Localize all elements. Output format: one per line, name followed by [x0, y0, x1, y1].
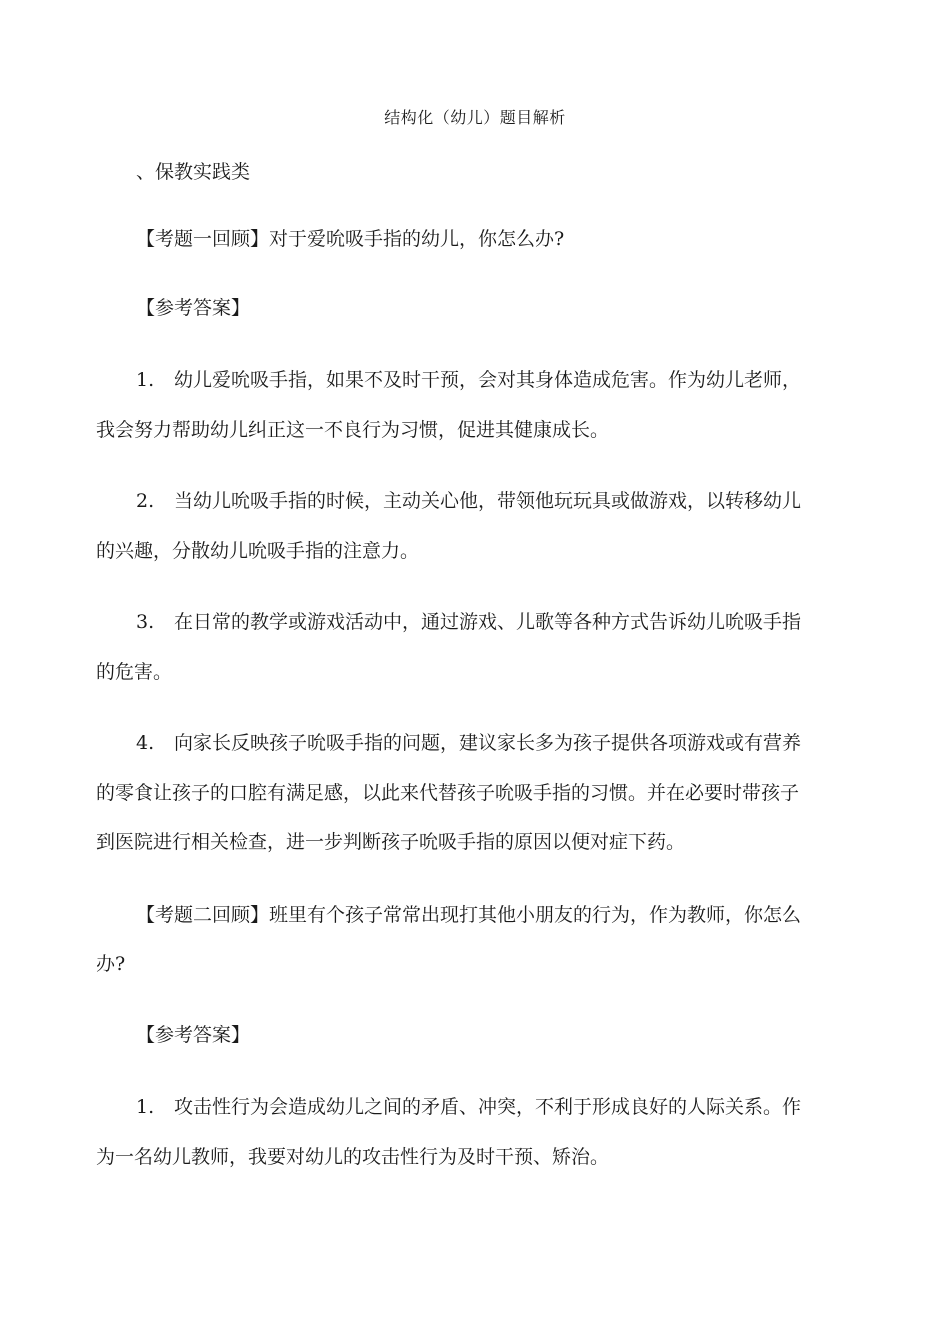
- item-text: 幼儿爱吮吸手指，如果不及时干预，会对其身体造成危害。作为幼儿老师，: [174, 369, 802, 391]
- answer-item: [136, 730, 801, 756]
- question-1: 【考题一回顾】对于爱吮吸手指的幼儿，你怎么办?: [136, 228, 565, 250]
- item-number: 1.: [136, 369, 155, 391]
- question-2: 【考题二回顾】班里有个孩子常常出现打其他小朋友的行为，作为教师，你怎么: [136, 904, 802, 926]
- item-number: 2.: [136, 490, 155, 512]
- question-2-continued: 办?: [96, 953, 126, 975]
- document-title: 结构化（幼儿）题目解析: [384, 108, 566, 127]
- answer-item: [136, 488, 801, 514]
- item-text-continued: 为一名幼儿教师，我要对幼儿的攻击性行为及时干预、矫治。: [96, 1146, 610, 1168]
- answer-item: [136, 609, 801, 635]
- item-text-continued: 的危害。: [96, 661, 173, 683]
- answer-label-2: 【参考答案】: [136, 1024, 251, 1046]
- item-text-continued: 到医院进行相关检查，进一步判断孩子吮吸手指的原因以便对症下药。: [96, 831, 686, 853]
- item-text: 攻击性行为会造成幼儿之间的矛盾、冲突，不利于形成良好的人际关系。作: [174, 1096, 802, 1118]
- item-number: 3.: [136, 611, 155, 633]
- answer-label-1: 【参考答案】: [136, 297, 251, 319]
- item-text-continued: 的零食让孩子的口腔有满足感，以此来代替孩子吮吸手指的习惯。并在必要时带孩子: [96, 782, 800, 804]
- item-text: 在日常的教学或游戏活动中，通过游戏、儿歌等各种方式告诉幼儿吮吸手指: [174, 611, 802, 633]
- item-text: 向家长反映孩子吮吸手指的问题，建议家长多为孩子提供各项游戏或有营养: [174, 732, 802, 754]
- answer-item: [136, 1094, 801, 1120]
- answer-item: [136, 367, 801, 393]
- item-number: 1.: [136, 1096, 155, 1118]
- section-heading: 、保教实践类: [136, 161, 251, 183]
- item-number: 4.: [136, 732, 155, 754]
- item-text-continued: 我会努力帮助幼儿纠正这一不良行为习惯，促进其健康成长。: [96, 419, 610, 441]
- item-text-continued: 的兴趣，分散幼儿吮吸手指的注意力。: [96, 540, 420, 562]
- item-text: 当幼儿吮吸手指的时候，主动关心他，带领他玩玩具或做游戏，以转移幼儿: [174, 490, 802, 512]
